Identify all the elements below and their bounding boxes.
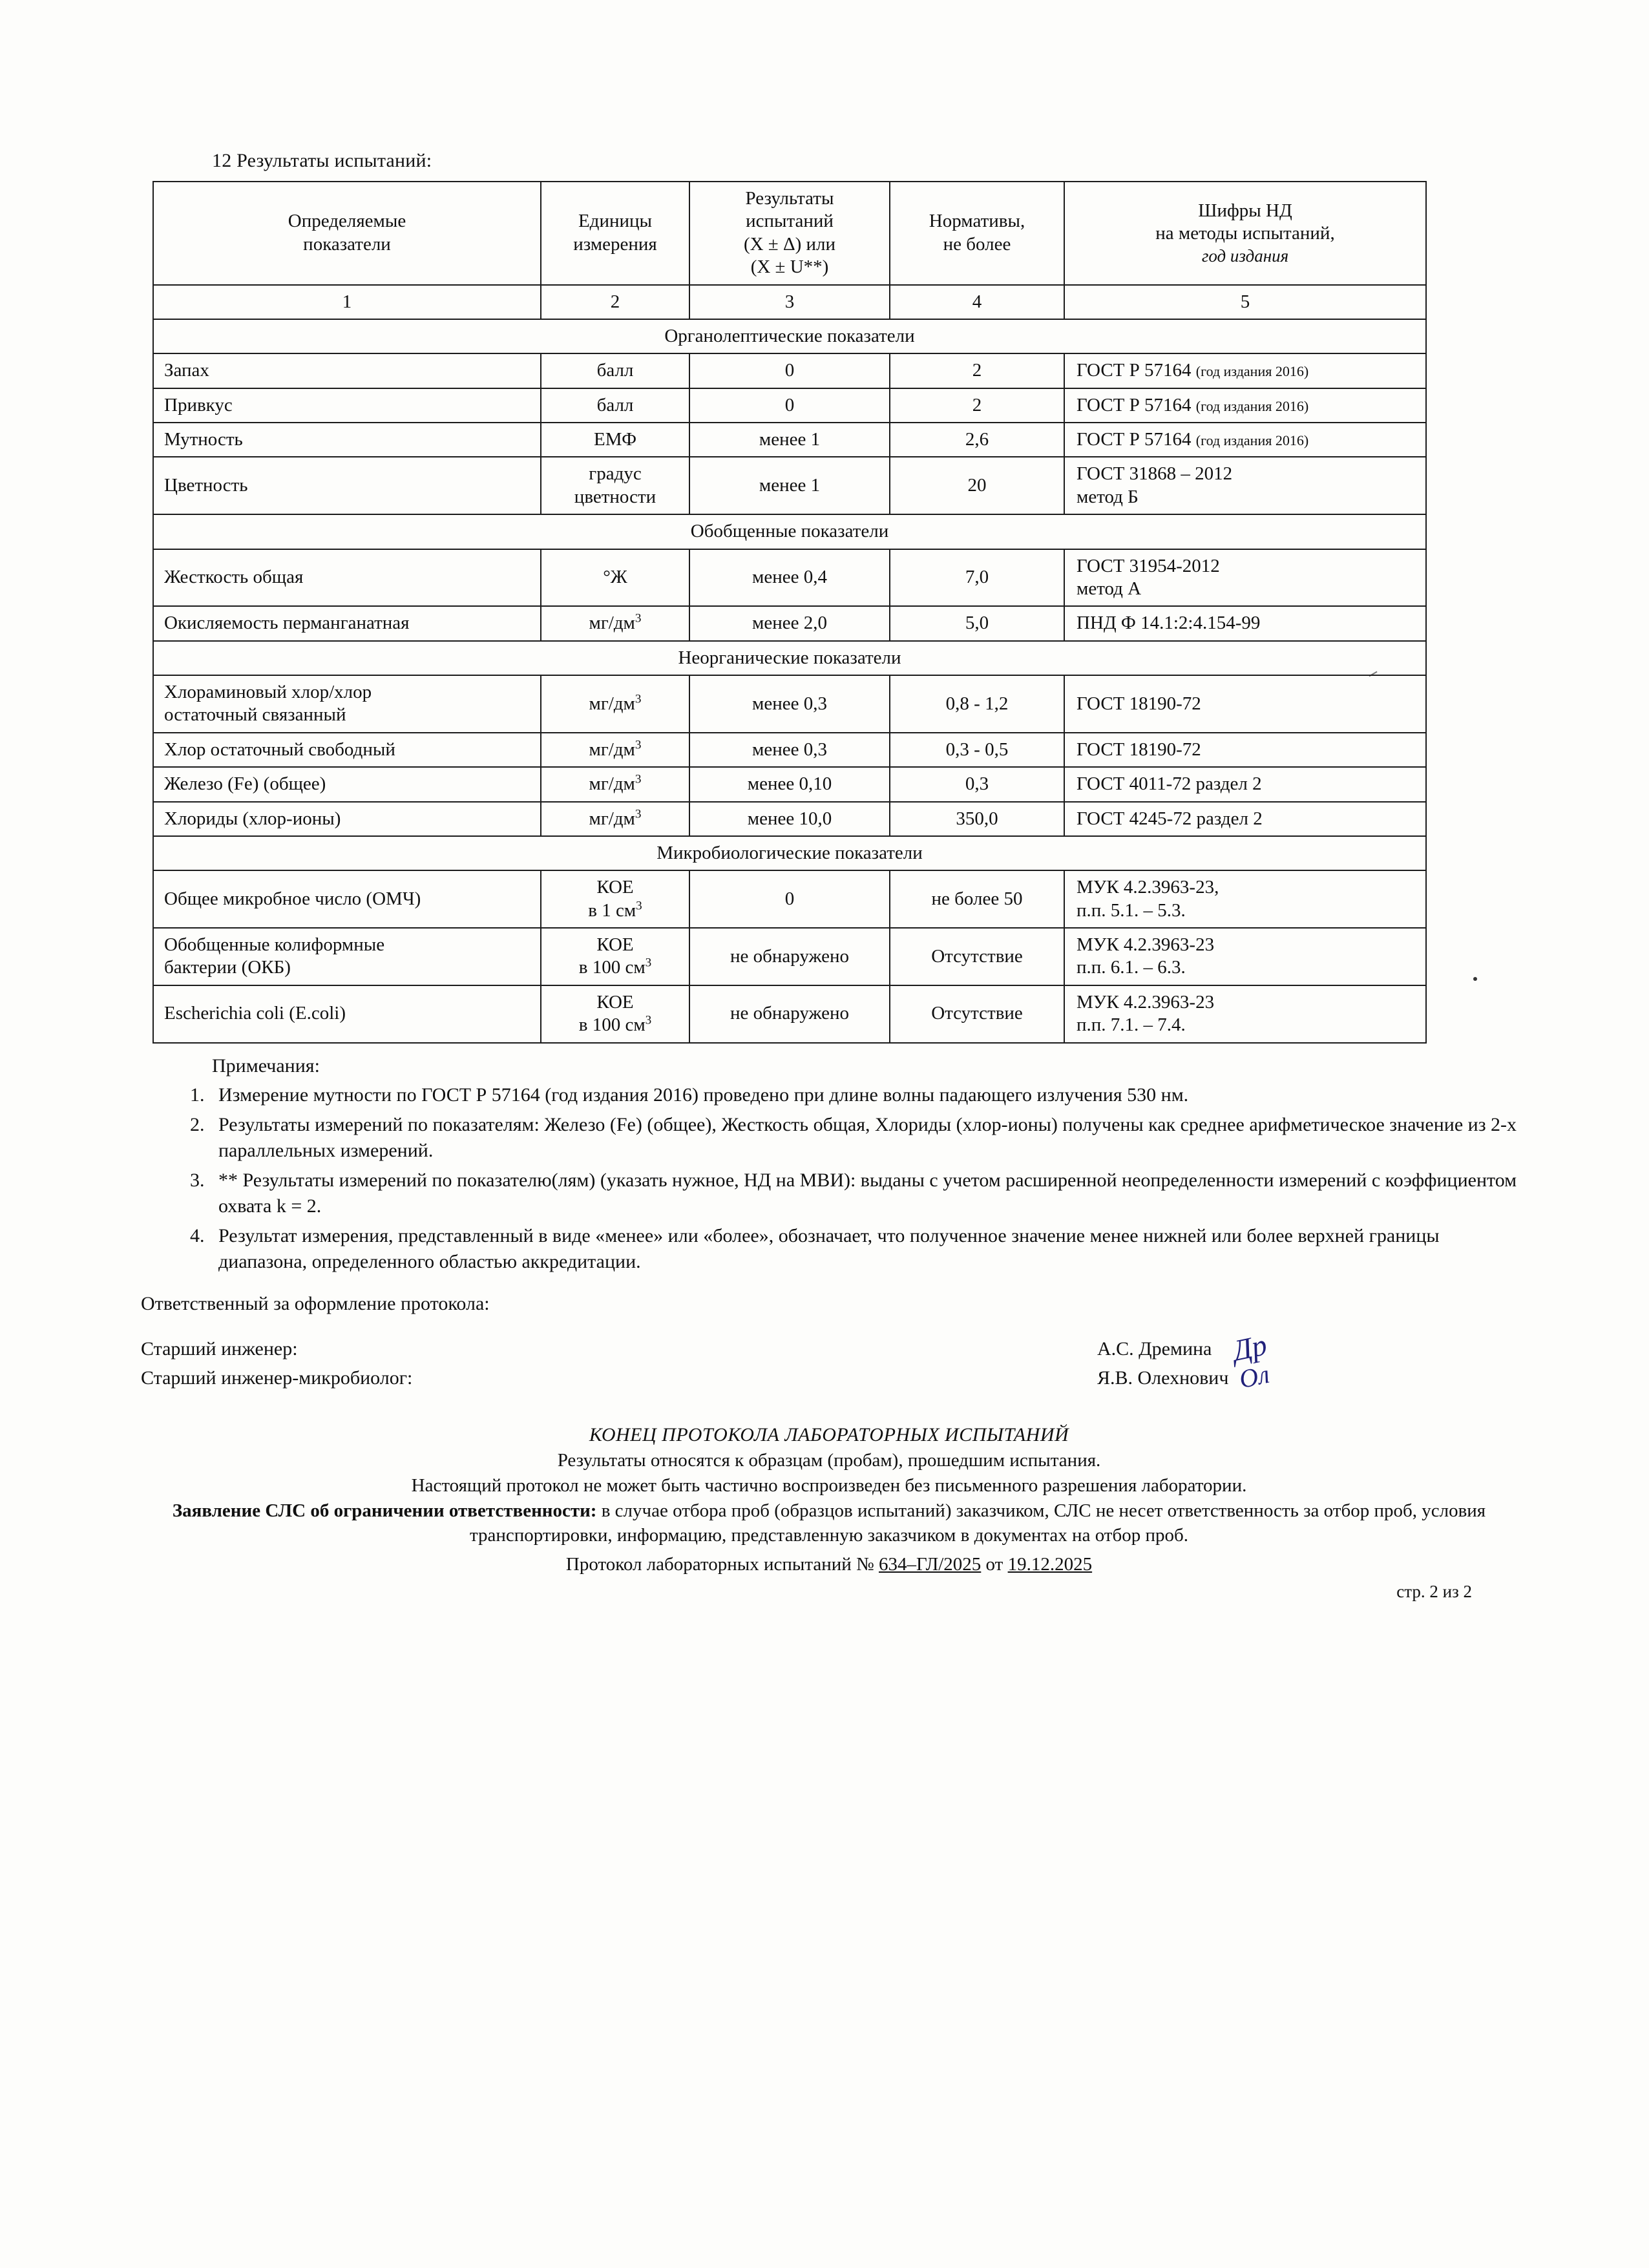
notes-title: Примечания: (212, 1055, 320, 1076)
cell-unit: КОЕ в 100 $см^3$ (541, 985, 689, 1043)
table-row (153, 767, 1426, 801)
cell-nd-code: ГОСТ Р 57164 (год издания 2016) (1064, 423, 1426, 457)
cell-result: менее 0,3 (689, 733, 890, 767)
col-number-3: 3 (689, 285, 890, 319)
results-section-label: 12 Результаты испытаний: (212, 150, 432, 171)
col-number-2: 2 (541, 285, 689, 319)
cell-result: менее 0,10 (689, 767, 890, 801)
cell-indicator-name: Окисляемость перманганатная (153, 606, 541, 640)
protocol-date: 19.12.2025 (1007, 1554, 1093, 1575)
cell-unit: °Ж (541, 549, 689, 607)
cell-indicator-name: Хлор остаточный свободный (153, 733, 541, 767)
cell-indicator-name: Привкус (153, 388, 541, 423)
footer-line-2: Настоящий протокол не может быть частично воспроизведен без письменного разрешения лаборатории. (411, 1475, 1247, 1496)
table-section-header (153, 514, 1426, 549)
cell-result: менее 0,3 (689, 675, 890, 733)
signature-name-1: А.С. Дремина (1097, 1338, 1212, 1360)
signature-role-1: Старший инженер: (141, 1338, 298, 1360)
cell-result: менее 0,4 (689, 549, 890, 607)
table-row (153, 985, 1426, 1043)
cell-result: не обнаружено (689, 985, 890, 1043)
protocol-number: 634–ГЛ/2025 (878, 1554, 982, 1575)
test-results-table (152, 181, 1427, 1044)
note-item: 3. ** Результаты измерений по показателю(лям) (указать нужное, НД на МВИ): выданы с учетом расширенной неопределенности измерений с коэффициентом охвата k = 2. (209, 1168, 1517, 1219)
table-row (153, 870, 1426, 928)
cell-norm: 20 (890, 457, 1064, 514)
cell-unit: КОЕ в 1 $см^3$ (541, 870, 689, 928)
protocol-prefix: Протокол лабораторных испытаний № (565, 1554, 879, 1575)
cell-indicator-name: Общее микробное число (ОМЧ) (153, 870, 541, 928)
cell-nd-code: ГОСТ 31954-2012 метод А (1064, 549, 1426, 607)
cell-result: 0 (689, 353, 890, 388)
cell-norm: 2 (890, 353, 1064, 388)
cell-indicator-name: Жесткость общая (153, 549, 541, 607)
cell-norm: 5,0 (890, 606, 1064, 640)
cell-nd-code: МУК 4.2.3963-23 п.п. 6.1. – 6.3. (1064, 928, 1426, 985)
cell-indicator-name: Хлориды (хлор-ионы) (153, 802, 541, 836)
signature-mark-2: Ол (1236, 1359, 1272, 1394)
header-cell-units: Единицы измерения (541, 182, 689, 285)
page-number: стр. 2 из 2 (1396, 1582, 1472, 1602)
cell-nd-code: ГОСТ 4011-72 раздел 2 (1064, 767, 1426, 801)
document-content (141, 150, 1517, 1603)
table-row (153, 733, 1426, 767)
table-header-row (153, 182, 1426, 285)
cell-unit: $мг/дм^3$ (541, 767, 689, 801)
cell-norm: 2,6 (890, 423, 1064, 457)
table-column-number-row (153, 285, 1426, 319)
cell-result: менее 2,0 (689, 606, 890, 640)
cell-result: менее 1 (689, 423, 890, 457)
signature-row-2 (141, 1363, 1517, 1392)
cell-unit: КОЕ в 100 $см^3$ (541, 928, 689, 985)
cell-nd-code: ГОСТ 31868 – 2012 метод Б (1064, 457, 1426, 514)
cell-norm: не более 50 (890, 870, 1064, 928)
cell-nd-code: ГОСТ 18190-72 (1064, 733, 1426, 767)
protocol-mid: от (981, 1554, 1008, 1575)
cell-norm: 0,3 (890, 767, 1064, 801)
footer-line-1: Результаты относятся к образцам (пробам), прошедшим испытания. (557, 1449, 1101, 1471)
table-row (153, 423, 1426, 457)
table-body (153, 319, 1426, 1043)
header-cell-indicator: Определяемые показатели (153, 182, 541, 285)
cell-unit: $мг/дм^3$ (541, 606, 689, 640)
col-number-1: 1 (153, 285, 541, 319)
cell-nd-code: ГОСТ Р 57164 (год издания 2016) (1064, 353, 1426, 388)
cell-unit: балл (541, 388, 689, 423)
cell-norm: 0,8 - 1,2 (890, 675, 1064, 733)
cell-nd-code: ГОСТ 18190-72 (1064, 675, 1426, 733)
table-row (153, 457, 1426, 514)
cell-nd-code: ГОСТ 4245-72 раздел 2 (1064, 802, 1426, 836)
cell-nd-code: ПНД Ф 14.1:2:4.154-99 (1064, 606, 1426, 640)
cell-norm: 350,0 (890, 802, 1064, 836)
signature-row-1 (141, 1334, 1517, 1363)
responsible-line: Ответственный за оформление протокола: (141, 1292, 490, 1314)
cell-indicator-name: Хлораминовый хлор/хлор остаточный связанный (153, 675, 541, 733)
cell-norm: 7,0 (890, 549, 1064, 607)
note-item: 4. Результат измерения, представленный в виде «менее» или «более», обозначает, что полученное значение менее нижней или более верхней границы диапазона, определенного областью аккредитации. (209, 1223, 1517, 1274)
table-row (153, 928, 1426, 985)
signature-mark-1: Др (1230, 1327, 1270, 1367)
protocol-reference-line (141, 1552, 1517, 1577)
cell-result: не обнаружено (689, 928, 890, 985)
table-row (153, 606, 1426, 640)
cell-indicator-name: Железо (Fe) (общее) (153, 767, 541, 801)
section-title: Микробиологические показатели (153, 836, 1426, 870)
cell-indicator-name: Escherichia coli (E.coli) (153, 985, 541, 1043)
table-row (153, 388, 1426, 423)
cell-indicator-name: Мутность (153, 423, 541, 457)
cell-result: менее 10,0 (689, 802, 890, 836)
signature-name-2: Я.В. Олехнович (1097, 1367, 1229, 1389)
footer-disclaimer (141, 1498, 1517, 1549)
cell-nd-code: ГОСТ Р 57164 (год издания 2016) (1064, 388, 1426, 423)
header-cell-norms: Нормативы, не более (890, 182, 1064, 285)
cell-indicator-name: Цветность (153, 457, 541, 514)
table-row (153, 802, 1426, 836)
table-section-header (153, 836, 1426, 870)
signature-role-2: Старший инженер-микробиолог: (141, 1367, 413, 1389)
cell-unit: $мг/дм^3$ (541, 802, 689, 836)
cell-norm: 0,3 - 0,5 (890, 733, 1064, 767)
cell-norm: Отсутствие (890, 928, 1064, 985)
cell-unit: ЕМФ (541, 423, 689, 457)
header-cell-results: Результаты испытаний (X ± Δ) или (X ± U**) (689, 182, 890, 285)
cell-unit: $мг/дм^3$ (541, 675, 689, 733)
footer-title: КОНЕЦ ПРОТОКОЛА ЛАБОРАТОРНЫХ ИСПЫТАНИЙ (589, 1423, 1069, 1445)
cell-result: 0 (689, 388, 890, 423)
disclaimer-label: Заявление СЛС об ограничении ответственности: (172, 1500, 597, 1521)
cell-unit: градус цветности (541, 457, 689, 514)
section-title: Неорганические показатели (153, 641, 1426, 675)
table-row (153, 675, 1426, 733)
note-item: 2. Результаты измерений по показателям: Железо (Fe) (общее), Жесткость общая, Хлориды (хлор-ионы) получены как среднее арифметическое значение из 2-х параллельных измерений. (209, 1112, 1517, 1163)
notes-list (180, 1082, 1517, 1275)
note-item: 1. Измерение мутности по ГОСТ Р 57164 (год издания 2016) проведено при длине волны падающего излучения 530 нм. (209, 1082, 1517, 1108)
disclaimer-text: в случае отбора проб (образцов испытаний) заказчиком, СЛС не несет ответственность за отбор проб, условия транспортировки, информацию, представленную заказчиком в документах на отбор проб. (469, 1500, 1486, 1546)
table-section-header (153, 641, 1426, 675)
cell-nd-code: МУК 4.2.3963-23, п.п. 5.1. – 5.3. (1064, 870, 1426, 928)
header-cell-nd-codes: Шифры НД на методы испытаний, год издания (1064, 182, 1426, 285)
cell-result: 0 (689, 870, 890, 928)
cell-result: менее 1 (689, 457, 890, 514)
signature-block (141, 1327, 1517, 1394)
cell-unit: $мг/дм^3$ (541, 733, 689, 767)
section-title: Обобщенные показатели (153, 514, 1426, 549)
cell-norm: 2 (890, 388, 1064, 423)
table-row (153, 549, 1426, 607)
document-footer (141, 1422, 1517, 1604)
table-section-header (153, 319, 1426, 353)
cell-indicator-name: Запах (153, 353, 541, 388)
col-number-4: 4 (890, 285, 1064, 319)
cell-nd-code: МУК 4.2.3963-23 п.п. 7.1. – 7.4. (1064, 985, 1426, 1043)
table-row (153, 353, 1426, 388)
col-number-5: 5 (1064, 285, 1426, 319)
cell-unit: балл (541, 353, 689, 388)
cell-norm: Отсутствие (890, 985, 1064, 1043)
cell-indicator-name: Обобщенные колиформные бактерии (ОКБ) (153, 928, 541, 985)
section-title: Органолептические показатели (153, 319, 1426, 353)
